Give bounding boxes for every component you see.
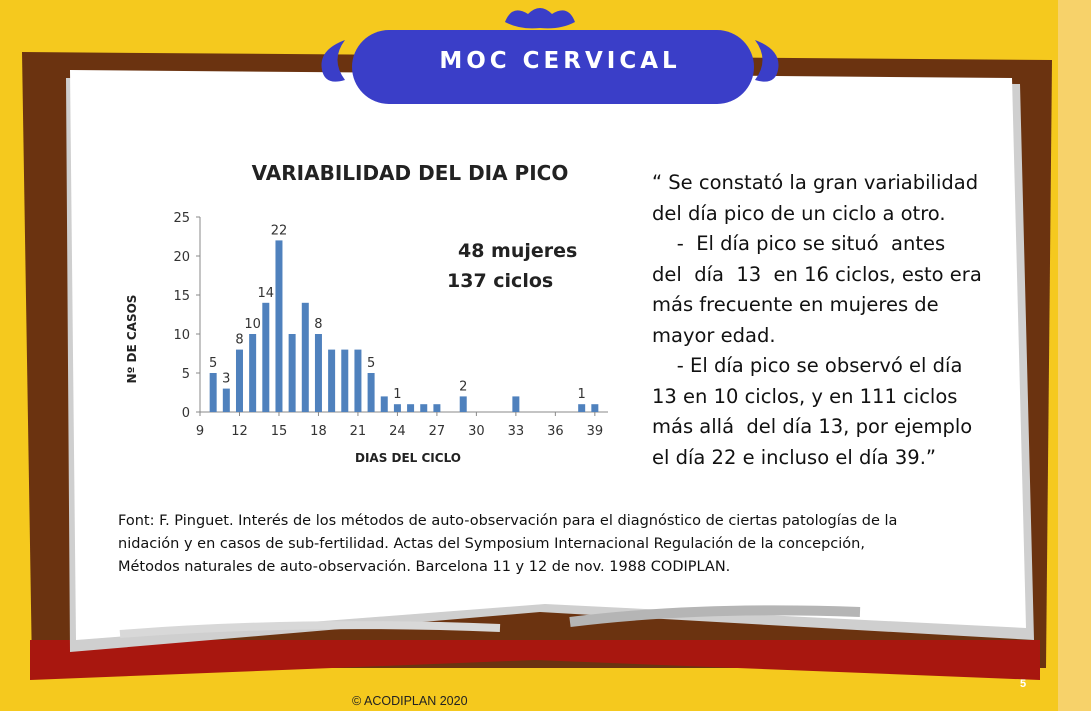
quote-line: mayor edad.	[652, 323, 776, 347]
x-tick-label: 15	[270, 424, 288, 439]
data-label: 22	[270, 223, 288, 239]
data-label: 14	[257, 285, 275, 301]
quote-line: 13 en 10 ciclos, y en 111 ciclos	[652, 384, 958, 408]
quote-line: más allá del día 13, por ejemplo	[652, 415, 973, 438]
bar	[433, 404, 440, 412]
y-tick-label: 10	[173, 328, 190, 343]
x-tick-label: 27	[428, 424, 446, 439]
bar	[302, 303, 309, 412]
bar	[394, 404, 401, 412]
source-line: nidación y en casos de sub-fertilidad. Actas del Symposium Internacional Regulación de la concepción,	[118, 536, 865, 552]
x-tick-label: 30	[468, 424, 485, 439]
page-number: 5	[1020, 678, 1027, 690]
x-tick-label: 33	[507, 424, 525, 439]
bar	[210, 373, 217, 412]
x-tick-label: 24	[389, 424, 406, 439]
y-tick-label: 5	[181, 367, 190, 382]
bar	[381, 396, 388, 412]
bar	[354, 350, 361, 412]
book-bottom-edge	[30, 640, 1040, 680]
quote-line: el día 22 e incluso el día 39.”	[652, 445, 936, 469]
data-label: 8	[314, 317, 323, 332]
peak-day-chart	[120, 150, 640, 480]
quote-text	[652, 168, 1012, 473]
quote-line: del día 13 en 16 ciclos, esto era	[652, 262, 982, 286]
y-tick-label: 15	[173, 289, 190, 304]
annotation-women: 48 mujeres	[458, 240, 578, 262]
bar	[223, 389, 230, 412]
data-label: 8	[235, 332, 244, 348]
x-tick-label: 21	[349, 424, 367, 439]
bar	[262, 303, 269, 412]
x-axis-label: DIAS DEL CICLO	[354, 451, 462, 465]
x-tick-label: 9	[195, 424, 205, 439]
data-label: 10	[244, 317, 261, 332]
y-tick-label: 20	[173, 250, 190, 265]
bar	[578, 404, 585, 412]
x-tick-label: 18	[310, 424, 327, 439]
x-tick-label: 12	[231, 424, 248, 439]
data-label: 2	[459, 379, 468, 395]
bar	[328, 350, 335, 412]
bar	[407, 404, 414, 412]
data-label: 5	[209, 356, 218, 371]
bar	[315, 334, 322, 412]
source-line: Métodos naturales de auto-observación. Barcelona 11 y 12 de nov. 1988 CODIPLAN.	[118, 559, 731, 575]
bar	[236, 350, 243, 412]
banner-crown-ornament	[505, 8, 575, 28]
copyright-notice: © ACODIPLAN 2020	[352, 694, 468, 708]
data-label: 3	[222, 371, 231, 387]
bar	[460, 396, 467, 412]
source-citation	[118, 510, 998, 579]
y-axis-label: Nº DE CASOS	[125, 294, 139, 384]
bar	[275, 240, 282, 412]
bar	[289, 334, 296, 412]
chart-bars	[210, 240, 599, 412]
y-tick-label: 0	[181, 406, 190, 421]
quote-line: - El día pico se observó el día	[652, 354, 963, 377]
bar	[512, 396, 519, 412]
banner-title: MOC CERVICAL	[439, 48, 681, 74]
data-label: 1	[577, 387, 586, 403]
quote-line: “ Se constató la gran variabilidad	[652, 171, 979, 194]
bar	[591, 404, 598, 412]
quote-line: más frecuente en mujeres de	[652, 293, 939, 316]
chart-title: VARIABILIDAD DEL DIA PICO	[251, 161, 569, 185]
source-line: Font: F. Pinguet. Interés de los métodos de auto-observación para el diagnóstico de ciertas patologías de la	[118, 513, 898, 529]
annotation-cycles: 137 ciclos	[447, 270, 554, 292]
quote-line: - El día pico se situó antes	[652, 232, 946, 255]
bar	[249, 334, 256, 412]
data-label: 5	[366, 356, 376, 371]
bar	[368, 373, 375, 412]
bar	[341, 350, 348, 412]
quote-line: del día pico de un ciclo a otro.	[652, 201, 946, 225]
y-tick-label: 25	[173, 211, 190, 226]
bar	[420, 404, 427, 412]
x-tick-label: 39	[586, 424, 604, 439]
data-label: 1	[393, 387, 402, 403]
x-tick-label: 36	[547, 424, 564, 439]
right-edge-strip	[1058, 0, 1091, 711]
